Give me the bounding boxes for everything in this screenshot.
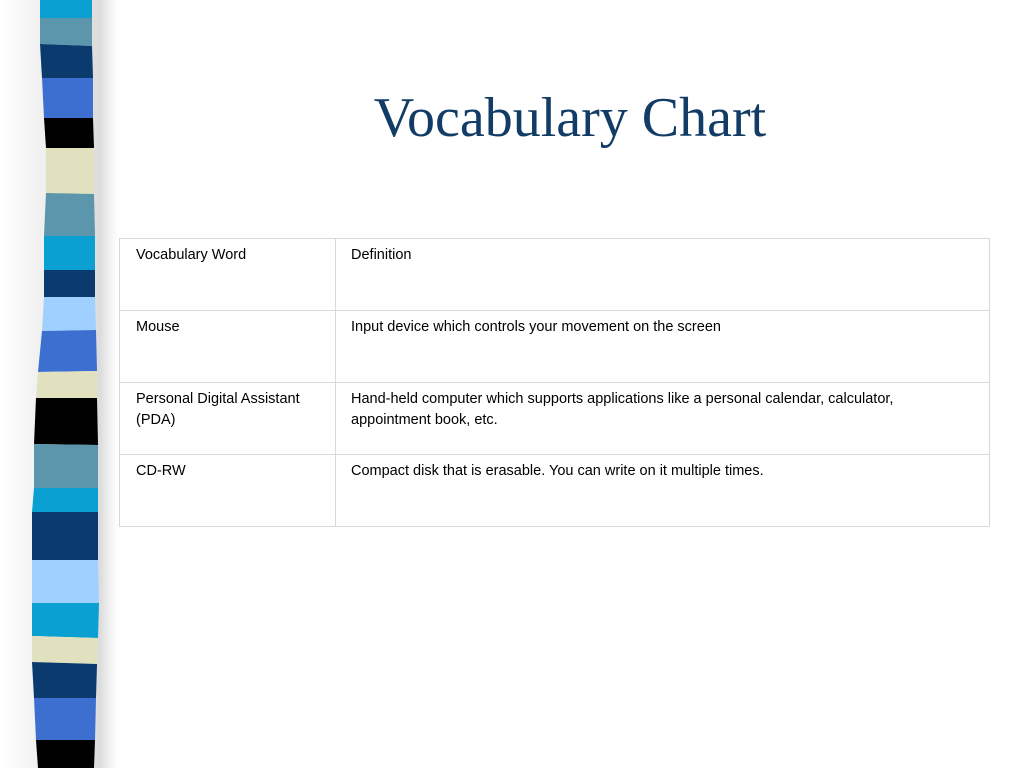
stripe-block [34,398,98,445]
stripe-block [36,740,95,768]
definition-cell: Compact disk that is erasable. You can write on it multiple times. [336,455,990,527]
stripe-block [32,488,98,512]
decorative-stripe-border [0,0,118,768]
stripe-block [40,44,93,78]
stripe-block [44,118,94,148]
vocabulary-word-cell: CD-RW [120,455,336,527]
stripe-block [40,0,92,18]
stripe-block [32,560,99,603]
stripe-block [44,236,95,270]
slide-title: Vocabulary Chart [373,87,767,149]
stripe-block [34,698,96,740]
table-row [120,455,990,527]
header-definition: Definition [336,239,990,311]
table-row [120,383,990,455]
stripe-block [44,193,95,236]
stripe-block [32,603,99,638]
header-vocabulary-word: Vocabulary Word [120,239,336,311]
table-row [120,311,990,383]
stripe-block [38,330,97,372]
stripe-block [32,636,98,664]
vocabulary-word-cell: Personal Digital Assistant (PDA) [120,383,336,455]
table-header-row [120,239,990,311]
stripe-block [44,270,95,297]
vocabulary-word-cell: Mouse [120,311,336,383]
stripe-block [42,297,96,331]
stripe-block [34,444,98,488]
vocabulary-table [119,238,990,527]
stripe-block [40,18,92,46]
stripe-block [36,371,97,398]
stripe-block [42,78,93,118]
definition-cell: Input device which controls your movement on the screen [336,311,990,383]
stripe-block [46,148,94,194]
definition-cell: Hand-held computer which supports applications like a personal calendar, calculator, appointment book, etc. [336,383,990,455]
stripe-block [32,512,98,560]
stripe-block [32,662,97,698]
